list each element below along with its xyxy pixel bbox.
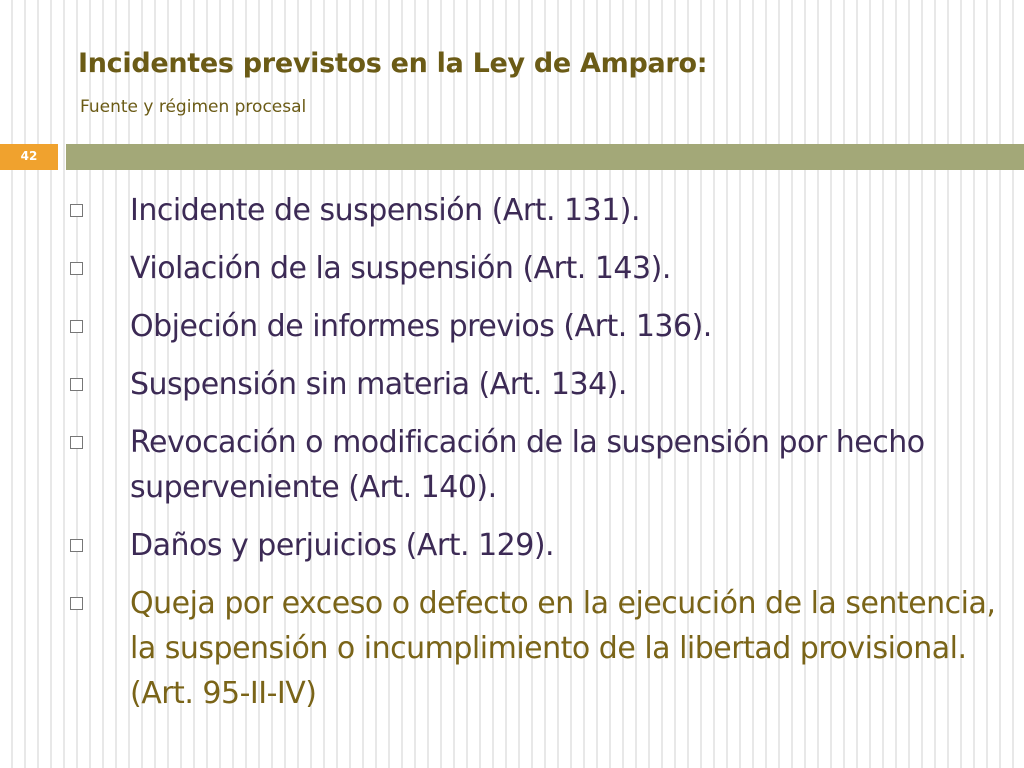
bullet-item bbox=[64, 362, 1014, 407]
bullet-item bbox=[64, 304, 1014, 349]
bullet-item-highlighted bbox=[64, 581, 1014, 716]
bullet-text: Violación de la suspensión (Art. 143). bbox=[130, 251, 671, 286]
bullet-item bbox=[64, 188, 1014, 233]
bullet-item bbox=[64, 523, 1014, 568]
bullet-text: Daños y perjuicios (Art. 129). bbox=[130, 528, 555, 563]
header-divider-bar bbox=[66, 144, 1024, 170]
bullet-item bbox=[64, 420, 1014, 510]
bullet-list bbox=[64, 188, 1014, 729]
slide-subtitle: Fuente y régimen procesal bbox=[80, 97, 307, 117]
slide-title: Incidentes previstos en la Ley de Amparo: bbox=[78, 48, 708, 79]
square-bullet-icon bbox=[70, 597, 83, 610]
bullet-text: Suspensión sin materia (Art. 134). bbox=[130, 367, 627, 402]
square-bullet-icon bbox=[70, 204, 83, 217]
bullet-item bbox=[64, 246, 1014, 291]
bullet-text: Revocación o modificación de la suspensión por hecho superveniente (Art. 140). bbox=[130, 425, 925, 505]
square-bullet-icon bbox=[70, 378, 83, 391]
square-bullet-icon bbox=[70, 262, 83, 275]
square-bullet-icon bbox=[70, 436, 83, 449]
page-number-badge: 42 bbox=[0, 144, 58, 170]
bullet-text: Incidente de suspensión (Art. 131). bbox=[130, 193, 641, 228]
bullet-text: Queja por exceso o defecto en la ejecución de la sentencia, la suspensión o incumplimiento de la libertad provisional. (Art. 95-II-IV) bbox=[130, 586, 996, 711]
square-bullet-icon bbox=[70, 539, 83, 552]
square-bullet-icon bbox=[70, 320, 83, 333]
bullet-text: Objeción de informes previos (Art. 136). bbox=[130, 309, 712, 344]
